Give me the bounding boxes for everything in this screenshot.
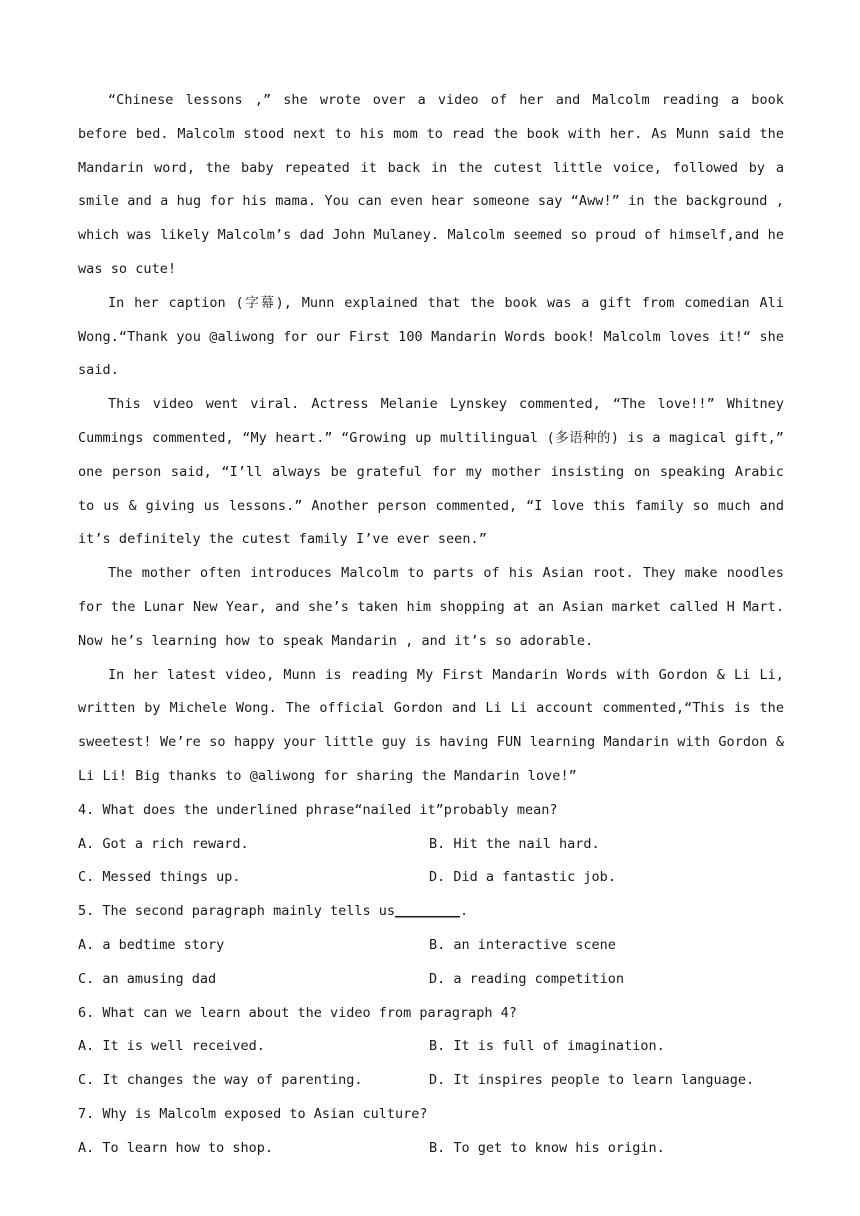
option-a: A. a bedtime story [78, 936, 225, 953]
options-row [78, 1064, 784, 1098]
question-stem: 7. Why is Malcolm exposed to Asian culture? [78, 1105, 428, 1122]
passage-paragraph-3: This video went viral. Actress Melanie Lynskey commented, “The love!!” Whitney Cummings commented, “My heart.” “Growing up multilingual (多语种的) is a magical gift,” one person said, “I’ll always be grateful for my mother insisting on speaking Arabic to us & giving us lessons.” Another person commented, “I love this family so much and it’s definitely the cutest family I’ve ever seen.” [78, 396, 784, 548]
options-row [78, 929, 784, 963]
question-7 [78, 1098, 784, 1166]
passage-paragraph-4: The mother often introduces Malcolm to parts of his Asian root. They make noodles for the Lunar New Year, and she’s taken him shopping at an Asian market called H Mart. Now he’s learning how to speak Mandarin , and it’s so adorable. [78, 565, 784, 649]
question-4 [78, 794, 784, 895]
option-d: D. Did a fantastic job. [429, 869, 616, 886]
options-row [78, 963, 784, 997]
option-a: A. Got a rich reward. [78, 835, 249, 852]
answer-blank: ________ [394, 903, 461, 920]
option-d: D. a reading competition [429, 970, 625, 987]
option-d: D. It inspires people to learn language. [429, 1072, 755, 1089]
options-row [78, 828, 784, 862]
question-5 [78, 895, 784, 996]
options-row [78, 1030, 784, 1064]
option-c: C. Messed things up. [78, 869, 241, 886]
question-stem: 4. What does the underlined phrase“nailed it”probably mean? [78, 801, 558, 818]
question-6 [78, 997, 784, 1098]
option-c: C. an amusing dad [78, 970, 217, 987]
options-row [78, 1132, 784, 1166]
options-row [78, 861, 784, 895]
option-a: A. To learn how to shop. [78, 1139, 274, 1156]
question-stem-end: . [460, 903, 469, 920]
passage-paragraph-2: In her caption (字幕), Munn explained that the book was a gift from comedian Ali Wong.“Thank you @aliwong for our First 100 Mandarin Words book! Malcolm loves it!“ she said. [78, 294, 784, 379]
option-b: B. an interactive scene [429, 936, 616, 953]
option-b: B. It is full of imagination. [429, 1038, 665, 1055]
option-a: A. It is well received. [78, 1038, 265, 1055]
option-b: B. To get to know his origin. [429, 1139, 665, 1156]
option-b: B. Hit the nail hard. [429, 835, 600, 852]
document-page [78, 84, 784, 1166]
passage-paragraph-5: In her latest video, Munn is reading My First Mandarin Words with Gordon & Li Li, written by Michele Wong. The official Gordon and Li Li account commented,“This is the sweetest! We’re so happy your little guy is having FUN learning Mandarin with Gordon & Li Li! Big thanks to @aliwong for sharing the Mandarin love!” [78, 666, 784, 784]
question-stem: 6. What can we learn about the video from paragraph 4? [78, 1004, 517, 1021]
option-c: C. It changes the way of parenting. [78, 1072, 363, 1089]
question-stem [78, 895, 784, 929]
passage-paragraph-1: “Chinese lessons ,” she wrote over a video of her and Malcolm reading a book before bed. Malcolm stood next to his mom to read the book with her. As Munn said the Mandarin word, the baby repeated it back in the cutest little voice, followed by a smile and a hug for his mama. You can even hear someone say “Aww!” in the background , which was likely Malcolm’s dad John Mulaney. Malcolm seemed so proud of himself,and he was so cute! [78, 92, 784, 277]
question-stem-text: 5. The second paragraph mainly tells us [78, 903, 395, 920]
